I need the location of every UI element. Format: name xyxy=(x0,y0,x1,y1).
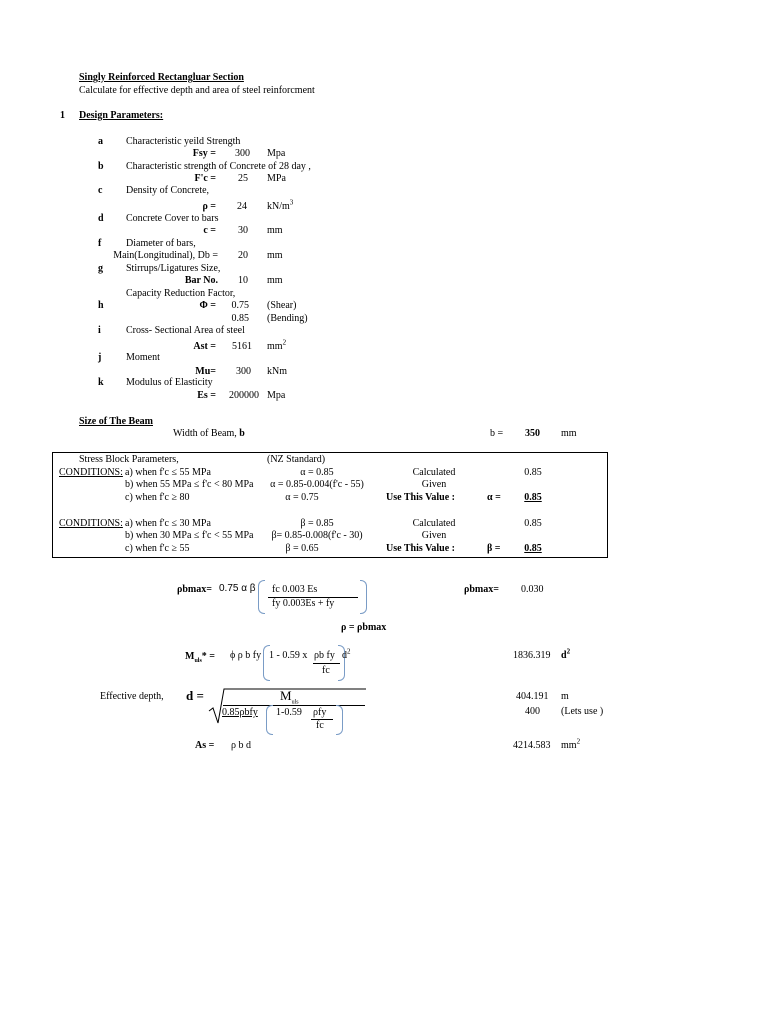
d-use-note: (Lets use ) xyxy=(561,706,604,717)
as-label: As = xyxy=(195,740,215,751)
param-desc: Characteristic strength of Concrete of 28 day , xyxy=(126,161,311,172)
param-value: 25 xyxy=(238,173,248,184)
d-label: d = xyxy=(186,688,204,703)
beta-source-b: Given xyxy=(421,530,447,541)
beta-cond-b: b) when 30 MPa ≤ f'c < 55 MPa xyxy=(125,530,254,541)
as-rhs: ρ b d xyxy=(231,740,251,751)
param-value: 30 xyxy=(238,225,248,236)
muls-d: $d^2$ xyxy=(342,647,351,661)
param-symbol: Es = xyxy=(197,390,216,401)
muls-frac-numerator: ρb fy xyxy=(314,650,335,661)
param-symbol: Bar No. xyxy=(184,275,218,286)
param-unit: (Shear) xyxy=(267,300,297,311)
alpha-source-b: Given xyxy=(421,479,447,490)
beta-value-a: 0.85 xyxy=(524,518,542,529)
d-value: 404.191 xyxy=(516,691,549,702)
param-desc: Characteristic yeild Strength xyxy=(126,136,241,147)
muls-unit: $d^2$ xyxy=(561,647,571,661)
alpha-value-a: 0.85 xyxy=(524,467,542,478)
beam-heading: Size of The Beam xyxy=(79,416,153,427)
param-symbol: Main(Longitudinal), Db = xyxy=(113,250,218,261)
param-symbol: c = xyxy=(203,225,216,236)
param-unit: mm xyxy=(267,225,283,236)
param-symbol: Fsy = xyxy=(192,148,216,159)
param-desc: Stirrups/Ligatures Size, xyxy=(126,263,221,274)
pbmax-numerator: fc 0.003 Es xyxy=(272,584,318,595)
param-symbol: ρ = xyxy=(202,201,216,212)
param-letter: h xyxy=(98,300,104,311)
param-unit: kNm xyxy=(267,366,287,377)
alpha-use-label: Use This Value : xyxy=(386,492,456,503)
beta-source-a: Calculated xyxy=(412,518,456,529)
param-letter: j xyxy=(98,352,102,363)
alpha-conditions-label: CONDITIONS: xyxy=(59,467,123,478)
param-letter: k xyxy=(98,377,104,388)
pbmax-label: ρbmax= xyxy=(177,584,212,595)
page-subtitle: Calculate for effective depth and area of steel reinforcment xyxy=(79,85,315,96)
beta-formula-a: β = 0.85 xyxy=(300,518,334,529)
d-unit: m xyxy=(561,691,569,702)
alpha-cond-a: a) when f'c ≤ 55 MPa xyxy=(125,467,211,478)
d-denominator-2: 1-0.59 xyxy=(276,707,302,718)
muls-label: $M_{uls}*$ = xyxy=(185,651,215,664)
param-value: 20 xyxy=(238,250,248,261)
param-value: 24 xyxy=(237,201,247,212)
param-value: 300 xyxy=(235,148,250,159)
param-symbol: Ast = xyxy=(193,341,216,352)
stress-block-standard: (NZ Standard) xyxy=(267,454,326,465)
beta-cond-a: a) when f'c ≤ 30 MPa xyxy=(125,518,211,529)
param-desc: Density of Concrete, xyxy=(126,185,210,196)
d-denominator-1: 0.85ρbfy xyxy=(222,707,258,718)
param-unit: Mpa xyxy=(267,390,286,401)
param-symbol: Φ = xyxy=(199,300,216,311)
param-unit: mm xyxy=(267,250,283,261)
rho-equation: ρ = ρbmax xyxy=(341,622,387,633)
param-desc: Cross- Sectional Area of steel xyxy=(126,325,245,336)
beta-use-label: Use This Value : xyxy=(386,543,456,554)
beta-symbol: β = xyxy=(487,543,501,554)
pbmax-result-label: ρbmax= xyxy=(464,584,499,595)
beta-formula-c: β = 0.65 xyxy=(285,543,319,554)
alpha-source-a: Calculated xyxy=(412,467,456,478)
beta-conditions-label: CONDITIONS: xyxy=(59,518,123,529)
param-symbol: Mu= xyxy=(195,366,216,377)
beta-value-used: 0.85 xyxy=(524,543,542,554)
pbmax-value: 0.030 xyxy=(521,584,544,595)
alpha-symbol: α = xyxy=(487,492,501,503)
param-value: 10 xyxy=(238,275,248,286)
param-letter: i xyxy=(98,325,101,336)
pbmax-coefficient: 0.75 α β xyxy=(219,583,256,594)
beta-formula-b: β= 0.85-0.008(f'c - 30) xyxy=(271,530,363,541)
alpha-value-used: 0.85 xyxy=(524,492,542,503)
section-number: 1 xyxy=(60,110,65,121)
fraction-bar xyxy=(223,705,365,706)
beam-b-value: 350 xyxy=(525,428,540,439)
beam-b-label: b = xyxy=(490,428,504,439)
param-value: 200000 xyxy=(229,390,259,401)
d-use-value: 400 xyxy=(525,706,540,717)
param-desc: Capacity Reduction Factor, xyxy=(126,288,236,299)
param-value: 300 xyxy=(236,366,251,377)
param-unit: $kN/m^3$ xyxy=(267,198,294,212)
section-heading: Design Parameters: xyxy=(79,110,164,121)
right-bracket xyxy=(360,580,367,614)
alpha-cond-b: b) when 55 MPa ≤ f'c < 80 MPa xyxy=(125,479,254,490)
param-letter: c xyxy=(98,185,103,196)
param-desc: Diameter of bars, xyxy=(126,238,196,249)
beam-width-label: Width of Beam, b xyxy=(173,428,245,439)
effective-depth-label: Effective depth, xyxy=(100,691,164,702)
alpha-cond-c: c) when f'c ≥ 80 xyxy=(125,492,190,503)
stress-block-title: Stress Block Parameters, xyxy=(79,454,179,465)
param-desc: Modulus of Elasticity xyxy=(126,377,213,388)
param-value-2: 0.85 xyxy=(231,313,249,324)
param-desc: Moment xyxy=(126,352,160,363)
beta-cond-c: c) when f'c ≥ 55 xyxy=(125,543,190,554)
muls-value: 1836.319 xyxy=(513,650,551,661)
d-frac-numerator: ρfy xyxy=(313,707,327,718)
param-letter: g xyxy=(98,263,103,274)
param-letter: a xyxy=(98,136,103,147)
d-numerator: $M_{uls}$ xyxy=(280,688,299,706)
param-unit: Mpa xyxy=(267,148,286,159)
muls-rhs: ϕ ρ b fy xyxy=(230,650,262,661)
param-letter: f xyxy=(98,238,102,249)
as-value: 4214.583 xyxy=(513,740,551,751)
param-unit-2: (Bending) xyxy=(267,313,308,324)
param-desc: Concrete Cover to bars xyxy=(126,213,219,224)
alpha-formula-c: α = 0.75 xyxy=(285,492,319,503)
pbmax-denominator: fy 0.003Es + fy xyxy=(272,598,335,609)
param-unit: MPa xyxy=(267,173,286,184)
fraction-bar xyxy=(313,663,340,664)
as-unit: $mm^2$ xyxy=(561,737,581,751)
left-bracket xyxy=(266,705,273,735)
muls-rhs-inner: 1 - 0.59 x xyxy=(269,650,308,661)
page-title: Singly Reinforced Rectangluar Section xyxy=(79,72,244,83)
alpha-formula-b: α = 0.85-0.004(f'c - 55) xyxy=(270,479,364,490)
alpha-formula-a: α = 0.85 xyxy=(300,467,334,478)
param-unit: mm xyxy=(267,275,283,286)
param-value: 5161 xyxy=(232,341,252,352)
d-frac-denominator: fc xyxy=(316,720,324,731)
param-letter: b xyxy=(98,161,104,172)
left-bracket xyxy=(258,580,265,614)
right-bracket xyxy=(336,705,343,735)
param-symbol: F'c = xyxy=(194,173,216,184)
param-value: 0.75 xyxy=(231,300,249,311)
param-unit: $mm^2$ xyxy=(267,338,287,352)
beam-b-unit: mm xyxy=(561,428,577,439)
param-letter: d xyxy=(98,213,104,224)
muls-frac-denominator: fc xyxy=(322,665,330,676)
